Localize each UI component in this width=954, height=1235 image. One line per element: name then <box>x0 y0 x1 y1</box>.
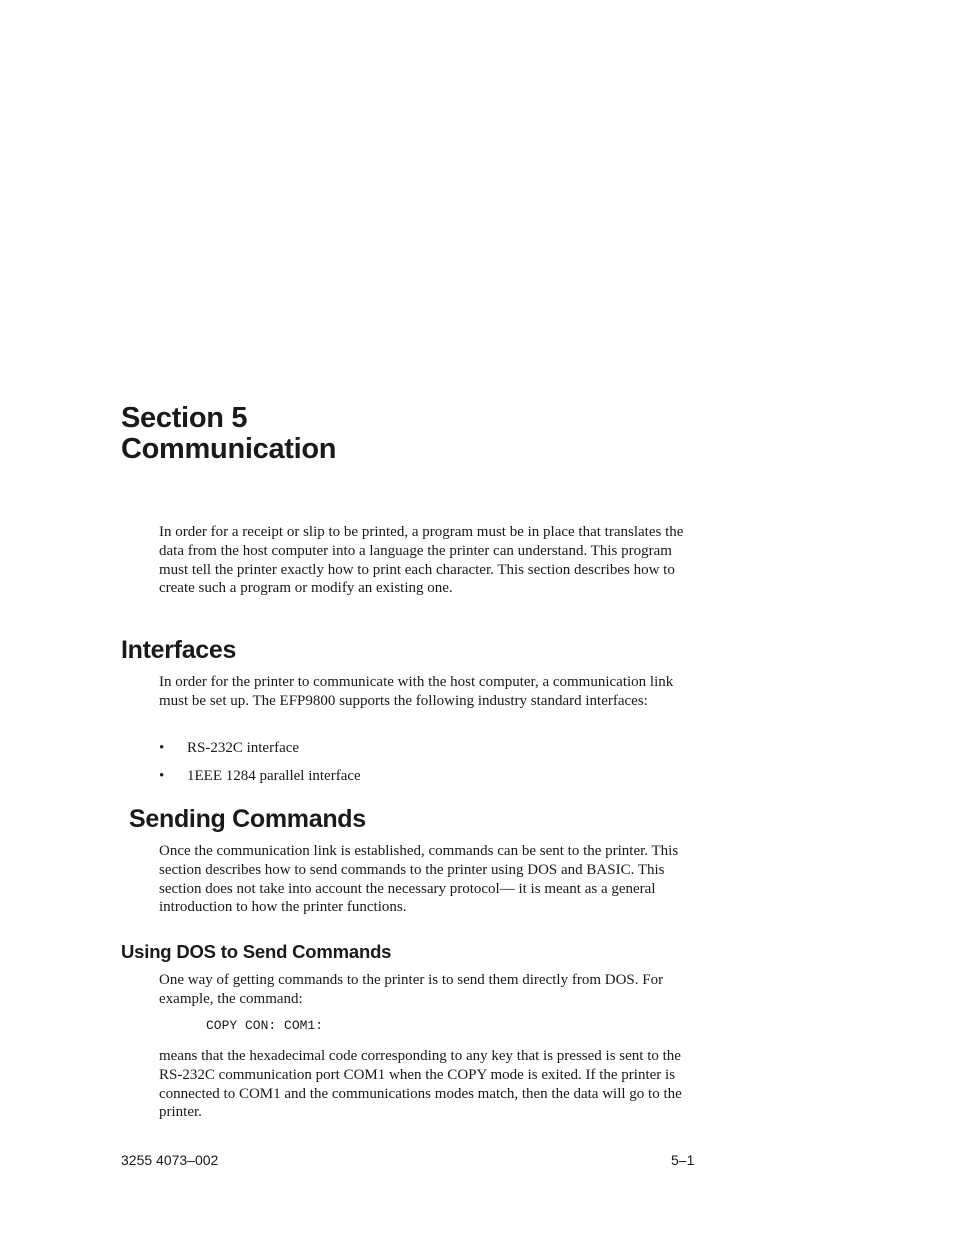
using-dos-explanation: means that the hexadecimal code corresponding to any key that is pressed is sent to the RS-232C communication port COM1 when the COPY mode is exited. If the printer is connected to COM1 and the communications modes match, then the data will go to the printer. <box>159 1048 682 1121</box>
bullet-icon: • <box>159 768 165 784</box>
section-name: Communication <box>121 433 337 465</box>
intro-paragraph: In order for a receipt or slip to be printed, a program must be in place that translates the data from the host computer into a language the printer can understand. This program must tell the printer exactly how to print each character. This section describes how to create such a program or modify an existing one. <box>159 524 684 597</box>
interfaces-list <box>159 739 361 795</box>
interfaces-heading: Interfaces <box>121 636 237 664</box>
footer-page-number: 5–1 <box>671 1152 695 1168</box>
list-item-label: RS-232C interface <box>187 740 300 756</box>
bullet-icon: • <box>159 740 165 756</box>
list-item <box>159 767 361 795</box>
using-dos-heading: Using DOS to Send Commands <box>121 941 392 962</box>
interfaces-paragraph: In order for the printer to communicate with the host computer, a communication link must be set up. The EFP9800 supports the following industry standard interfaces: <box>159 674 674 709</box>
footer-doc-number: 3255 4073–002 <box>121 1152 219 1168</box>
code-example: COPY CON: COM1: <box>206 1018 324 1033</box>
section-title <box>121 403 336 465</box>
list-item-label: 1EEE 1284 parallel interface <box>187 768 361 784</box>
section-number: Section 5 <box>121 402 248 434</box>
sending-commands-heading: Sending Commands <box>129 805 366 833</box>
list-item <box>159 739 361 767</box>
sending-commands-paragraph: Once the communication link is established, commands can be sent to the printer. This section describes how to send commands to the printer using DOS and BASIC. This section does not take into account the necessary protocol— it is meant as a general introduction to how the printer functions. <box>159 843 679 916</box>
using-dos-paragraph: One way of getting commands to the printer is to send them directly from DOS. For example, the command: <box>159 972 664 1007</box>
